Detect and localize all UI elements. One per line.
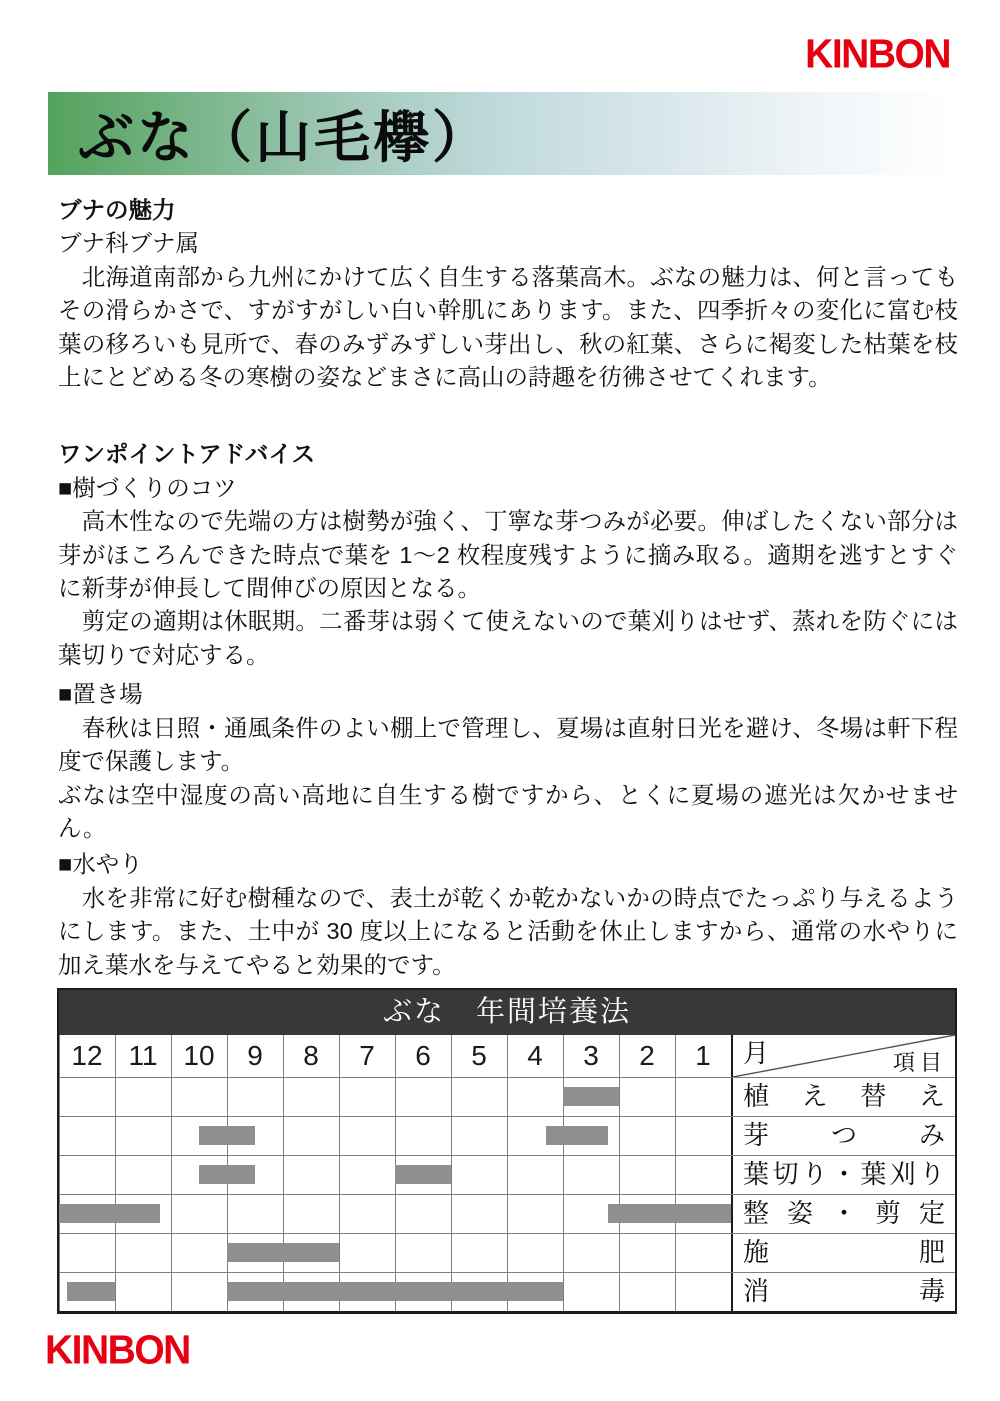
kinbon-logo-top: KINBON bbox=[805, 32, 950, 77]
charm-paragraph: 北海道南部から九州にかけて広く自生する落葉高木。ぶなの魅力は、何と言ってもその滑らかさで、すがすがしい白い幹肌にあります。また、四季折々の変化に富む枝葉の移ろいも見所で、春のみずみずしい芽出し、秋の紅葉、さらに褐変した枯葉を枝上にとどめる冬の寒樹の姿などまさに高山の詩趣を彷彿させてくれます。 bbox=[58, 263, 958, 391]
activity-bar bbox=[59, 1204, 160, 1223]
activity-bar bbox=[563, 1087, 619, 1106]
species-line: ブナ科ブナ属 bbox=[58, 230, 199, 257]
subheading-tree-making: ■樹づくりのコツ bbox=[58, 474, 237, 501]
month-cell: 10 bbox=[183, 1040, 215, 1071]
activity-bar bbox=[395, 1165, 451, 1184]
placement-paragraph-2: ぶなは空中湿度の高い高地に自生する樹ですから、とくに夏場の遮光は欠かせません。 bbox=[58, 781, 958, 841]
advice-paragraph-2: 剪定の適期は休眠期。二番芽は弱くて使えないので葉刈りはせず、蒸れを防ぐには葉切りで対応する。 bbox=[58, 608, 958, 668]
month-cell: 11 bbox=[128, 1040, 158, 1071]
month-cell: 7 bbox=[359, 1040, 375, 1071]
cultivation-calendar bbox=[57, 988, 957, 1314]
page-title: ぶな（山毛欅） bbox=[78, 107, 491, 170]
month-cell: 5 bbox=[471, 1040, 487, 1071]
row-label: 整姿・剪定 bbox=[731, 1195, 955, 1233]
month-cell: 9 bbox=[247, 1040, 263, 1071]
watering-paragraph: 水を非常に好む樹種なので、表土が乾くか乾かないかの時点でたっぷり与えるようにします。また、土中が 30 度以上になると活動を休止しますから、通常の水やりに加え葉水を与えてやると効果的です。 bbox=[58, 884, 958, 978]
month-strip bbox=[59, 1078, 731, 1116]
title-banner bbox=[48, 92, 955, 175]
activity-bar bbox=[546, 1126, 608, 1145]
subheading-watering: ■水やり bbox=[58, 851, 143, 878]
calendar-row bbox=[59, 1194, 955, 1233]
corner-item-label: 項目 bbox=[892, 1050, 947, 1075]
month-cell: 12 bbox=[71, 1040, 103, 1071]
month-cell: 2 bbox=[639, 1040, 655, 1071]
corner-month-label: 月 bbox=[743, 1038, 770, 1068]
calendar-title: ぶな 年間培養法 bbox=[59, 990, 955, 1035]
month-cell: 6 bbox=[415, 1040, 431, 1071]
month-strip bbox=[59, 1234, 731, 1272]
month-cell: 4 bbox=[527, 1040, 543, 1071]
calendar-row bbox=[59, 1116, 955, 1155]
row-label: 芽つみ bbox=[731, 1117, 955, 1155]
month-strip bbox=[59, 1117, 731, 1155]
calendar-row bbox=[59, 1233, 955, 1272]
calendar-row bbox=[59, 1155, 955, 1194]
row-label: 葉切り・葉刈り bbox=[731, 1156, 955, 1194]
activity-bar bbox=[227, 1243, 339, 1262]
month-strip bbox=[59, 1195, 731, 1233]
corner-cell bbox=[731, 1035, 955, 1077]
activity-bar bbox=[67, 1282, 115, 1301]
section-heading-charm: ブナの魅力 bbox=[58, 197, 176, 223]
section-heading-advice: ワンポイントアドバイス bbox=[58, 441, 316, 468]
placement-paragraph-1: 春秋は日照・通風条件のよい棚上で管理し、夏場は直射日光を避け、冬場は軒下程度で保護します。 bbox=[58, 714, 958, 775]
month-cell: 1 bbox=[695, 1040, 711, 1071]
kinbon-logo-bottom: KINBON bbox=[45, 1328, 190, 1373]
calendar-row bbox=[59, 1077, 955, 1116]
advice-paragraph-1: 高木性なので先端の方は樹勢が強く、丁寧な芽つみが必要。伸ばしたくない部分は芽がほころんできた時点で葉を 1～2 枚程度残すように摘み取る。適期を逃すとすぐに新芽が伸長して間伸びの原因となる。 bbox=[58, 508, 958, 602]
month-cell: 3 bbox=[583, 1040, 599, 1071]
activity-bar bbox=[199, 1165, 255, 1184]
row-label: 施肥 bbox=[731, 1234, 955, 1272]
activity-bar bbox=[199, 1126, 255, 1145]
month-strip bbox=[59, 1273, 731, 1311]
row-label: 消毒 bbox=[731, 1273, 955, 1311]
subheading-placement: ■置き場 bbox=[58, 681, 143, 708]
activity-bar bbox=[227, 1282, 563, 1301]
month-header-strip bbox=[59, 1035, 731, 1077]
activity-bar bbox=[608, 1204, 731, 1223]
calendar-header-row bbox=[59, 1035, 955, 1077]
row-label: 植え替え bbox=[731, 1078, 955, 1116]
article-body bbox=[58, 194, 958, 982]
month-cell: 8 bbox=[303, 1040, 319, 1071]
month-strip bbox=[59, 1156, 731, 1194]
calendar-rows bbox=[59, 1077, 955, 1311]
calendar-row bbox=[59, 1272, 955, 1311]
